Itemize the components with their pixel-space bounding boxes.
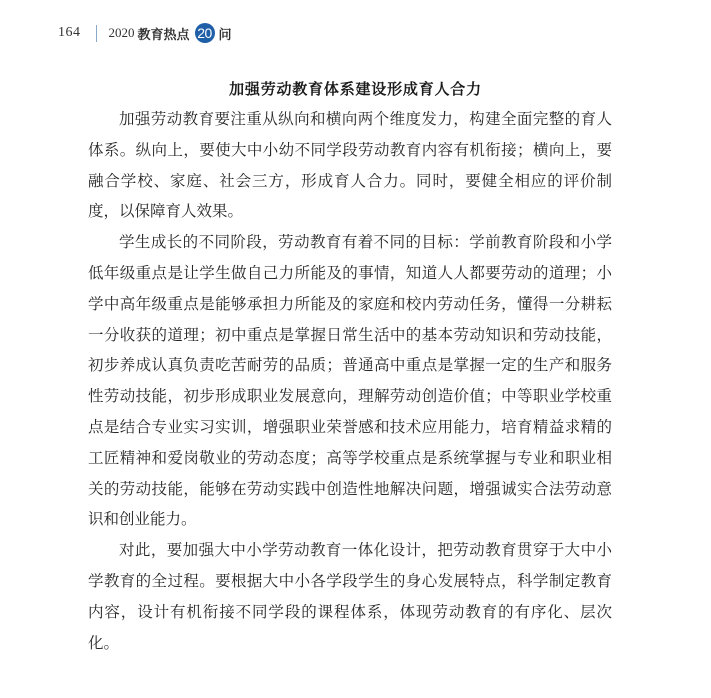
series-suffix: 问: [218, 26, 232, 42]
paragraph: 对此，要加强大中小学劳动教育一体化设计，把劳动教育贯穿于大中小学教育的全过程。要根据大中小各学段学生的身心发展特点，科学制定教育内容，设计有机衔接不同学段的课程体系，体现劳动教育的有序化、层次化。: [88, 541, 612, 652]
page-number: 164: [58, 25, 81, 40]
series-year: 2020: [108, 25, 135, 40]
series-name: 教育热点: [137, 26, 190, 42]
paragraph: 加强劳动教育要注重从纵向和横向两个维度发力，构建全面完整的育人体系。纵向上，要使大中小幼不同学段劳动教育内容有机衔接；横向上，要融合学校、家庭、社会三方，形成育人合力。同时，要健全相应的评价制度，以保障育人效果。: [88, 110, 612, 221]
paragraph: 学生成长的不同阶段，劳动教育有着不同的目标：学前教育阶段和小学低年级重点是让学生做自己力所能及的事情，知道人人都要劳动的道理；小学中高年级重点是能够承担力所能及的家庭和校内劳动任务，懂得一分耕耘一分收获的道理；初中重点是掌握日常生活中的基本劳动知识和劳动技能，初步养成认真负责吃苦耐劳的品质；普通高中重点是掌握一定的生产和服务性劳动技能，初步形成职业发展意向，理解劳动创造价值；中等职业学校重点是结合专业实习实训，增强职业荣誉感和技术应用能力，培育精益求精的工匠精神和爱岗敬业的劳动态度；高等学校重点是系统掌握与专业和职业相关的劳动技能，能够在劳动实践中创造性地解决问题，增强诚实合法劳动意识和创业能力。: [88, 233, 612, 529]
running-header: [58, 22, 232, 44]
number-badge: 20: [195, 23, 215, 43]
article-body: [88, 104, 612, 658]
header-divider: [96, 25, 97, 42]
article-title: 加强劳动教育体系建设形成育人合力: [229, 80, 482, 98]
